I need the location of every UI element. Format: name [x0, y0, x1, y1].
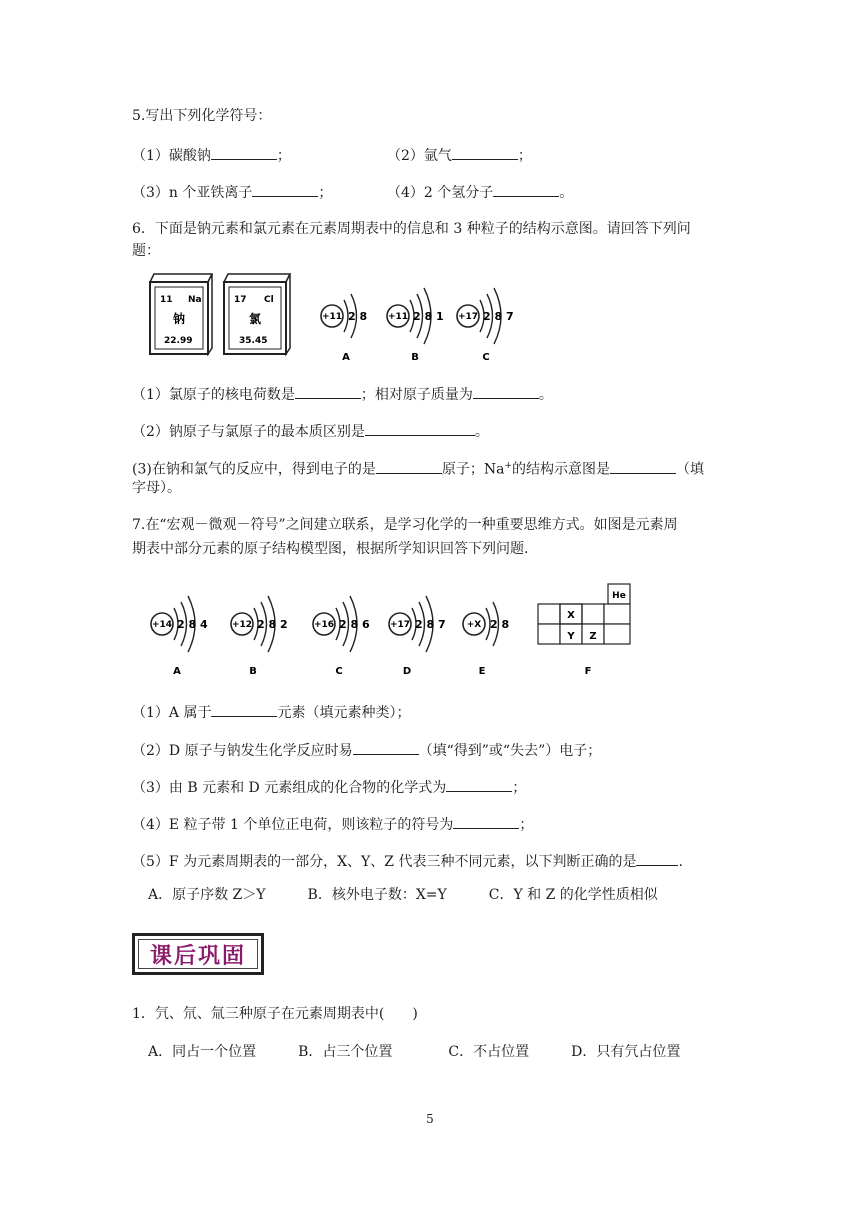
q7-options: A．原子序数 Z＞Y B．核外电子数：X=Y C．Y 和 Z 的化学性质相似: [148, 887, 658, 903]
q6-sub-3: [132, 456, 704, 480]
text: （1）A 属于: [132, 705, 212, 721]
atom-diagram-d: [389, 596, 446, 677]
answer-blank[interactable]: [473, 383, 539, 399]
q6-sub-1: [132, 383, 553, 405]
q6-title-line-2: 题：: [132, 243, 160, 259]
q7-sub-1: [132, 701, 410, 723]
text: （填: [676, 461, 704, 478]
atom-label: C: [482, 352, 490, 363]
answer-blank[interactable]: [610, 458, 676, 474]
nucleus-charge: +X: [466, 620, 482, 630]
text: (3)在钠和氯气的反应中，得到电子的是: [132, 461, 376, 478]
answer-blank[interactable]: [452, 144, 518, 160]
q5-item-4-label: （4）2 个氢分子: [387, 185, 494, 201]
q7-sub-2: [132, 739, 601, 761]
q5-item-3-label: （3）n 个亚铁离子: [132, 185, 253, 201]
atom-diagram-c: [457, 288, 514, 363]
answer-blank[interactable]: [453, 813, 519, 829]
atom-label: D: [402, 666, 412, 677]
electron-shells: 2 8: [490, 618, 510, 631]
punct: ；: [276, 148, 291, 164]
nucleus-charge: +11: [387, 312, 409, 322]
electron-shells: 2 8: [348, 310, 368, 323]
q5-item-4: [387, 181, 573, 203]
q5-item-1: [132, 144, 291, 166]
answer-blank[interactable]: [211, 701, 277, 717]
atom-label: E: [478, 666, 486, 677]
atom-label: B: [411, 352, 419, 363]
text: ；: [519, 817, 534, 833]
text: 。: [474, 424, 489, 440]
answer-blank[interactable]: [295, 383, 361, 399]
atom-diagram-b: [387, 288, 444, 363]
nucleus-charge: +11: [321, 312, 343, 322]
answer-blank[interactable]: [493, 181, 559, 197]
atom-diagram-c: [313, 596, 370, 677]
card-name: 氯: [249, 312, 262, 326]
q6-sub-3-line-2: 字母）。: [132, 480, 181, 496]
text: （填“得到”或“失去”）电子；: [418, 743, 602, 759]
card-number: 11: [160, 295, 173, 305]
nucleus-charge: +17: [457, 312, 479, 322]
cell-z: Z: [589, 631, 597, 642]
cell-he: He: [612, 591, 626, 601]
banner-text: 课后巩固: [138, 939, 258, 969]
element-card-na: [150, 274, 212, 354]
cell-x: X: [567, 610, 575, 621]
electron-shells: 2 8 4: [177, 618, 208, 631]
answer-blank[interactable]: [353, 739, 419, 755]
electron-shells: 2 8 7: [415, 618, 446, 631]
homework-q1: 1．氕、氘、氚三种原子在元素周期表中( ): [132, 1006, 418, 1022]
q7-sub-3: [132, 776, 526, 798]
superscript: +: [504, 461, 512, 471]
text: 元素（填元素种类）；: [277, 705, 411, 721]
answer-blank[interactable]: [446, 776, 512, 792]
card-name: 钠: [173, 312, 186, 326]
cell-y: Y: [567, 631, 575, 642]
text: （1）氯原子的核电荷数是: [132, 387, 295, 403]
atom-diagram-a: [151, 596, 208, 677]
atom-label: C: [335, 666, 343, 677]
q5-item-3: [132, 181, 332, 203]
homework-q1-options: A．同占一个位置 B．占三个位置 C．不占位置 D．只有氕占位置: [148, 1044, 681, 1060]
nucleus-charge: +17: [389, 620, 411, 630]
q6-sub-2: [132, 420, 489, 442]
text: ；相对原子质量为: [360, 387, 473, 403]
atom-diagram-b: [231, 596, 288, 677]
atom-diagram-a: [321, 294, 367, 363]
electron-shells: 2 8 1: [413, 310, 444, 323]
electron-shells: 2 8 2: [257, 618, 288, 631]
text: 原子；Na: [441, 461, 505, 478]
card-number: 17: [234, 295, 247, 305]
text: （2）钠原子与氯原子的最本质区别是: [132, 424, 365, 440]
text: （3）由 B 元素和 D 元素组成的化合物的化学式为: [132, 780, 447, 796]
electron-shells: 2 8 6: [339, 618, 370, 631]
punct: ；: [517, 148, 532, 164]
punct: ；: [318, 185, 333, 201]
text: 。: [538, 387, 553, 403]
element-card-cl: [224, 274, 290, 354]
q7-sub-4: [132, 813, 533, 835]
text: （2）D 原子与钠发生化学反应时易: [132, 743, 353, 759]
answer-blank[interactable]: [211, 144, 277, 160]
q5-item-2-label: （2）氩气: [387, 148, 452, 164]
q5-title: 5.写出下列化学符号：: [132, 108, 272, 124]
card-symbol: Na: [188, 295, 202, 305]
q6-title-line-1: 6．下面是钠元素和氯元素在元素周期表中的信息和 3 种粒子的结构示意图。请回答下列问: [132, 221, 691, 237]
answer-blank[interactable]: [365, 420, 475, 436]
text: ；: [512, 780, 527, 796]
figure-label: F: [584, 666, 592, 677]
answer-blank[interactable]: [252, 181, 318, 197]
card-mass: 35.45: [239, 336, 268, 346]
nucleus-charge: +12: [231, 620, 253, 630]
atom-diagram-e: [463, 602, 509, 677]
text: 的结构示意图是: [512, 461, 610, 478]
q5-item-2: [387, 144, 532, 166]
answer-blank[interactable]: [636, 850, 678, 866]
nucleus-charge: +14: [151, 620, 173, 630]
q5-item-1-label: （1）碳酸钠: [132, 148, 211, 164]
answer-blank[interactable]: [376, 458, 442, 474]
text: （5）F 为元素周期表的一部分，X、Y、Z 代表三种不同元素，以下判断正确的是: [132, 854, 637, 870]
q7-figure: [140, 578, 640, 680]
atom-label: A: [173, 666, 181, 677]
text: （4）E 粒子带 1 个单位正电荷，则该粒子的符号为: [132, 817, 454, 833]
after-class-banner: [132, 933, 264, 975]
page-number: 5: [426, 1112, 434, 1126]
q7-title-line-1: 7.在“宏观－微观－符号”之间建立联系，是学习化学的一种重要思维方式。如图是元素周: [132, 517, 678, 533]
q7-sub-5: [132, 850, 683, 872]
q6-figure: [140, 270, 540, 370]
atom-label: A: [342, 352, 350, 363]
electron-shells: 2 8 7: [483, 310, 514, 323]
q7-title-line-2: 期表中部分元素的原子结构模型图，根据所学知识回答下列问题.: [132, 541, 529, 557]
card-mass: 22.99: [164, 336, 193, 346]
punct: 。: [559, 185, 574, 201]
atom-label: B: [249, 666, 257, 677]
card-symbol: Cl: [264, 295, 274, 305]
nucleus-charge: +16: [313, 620, 335, 630]
text: .: [678, 854, 683, 870]
